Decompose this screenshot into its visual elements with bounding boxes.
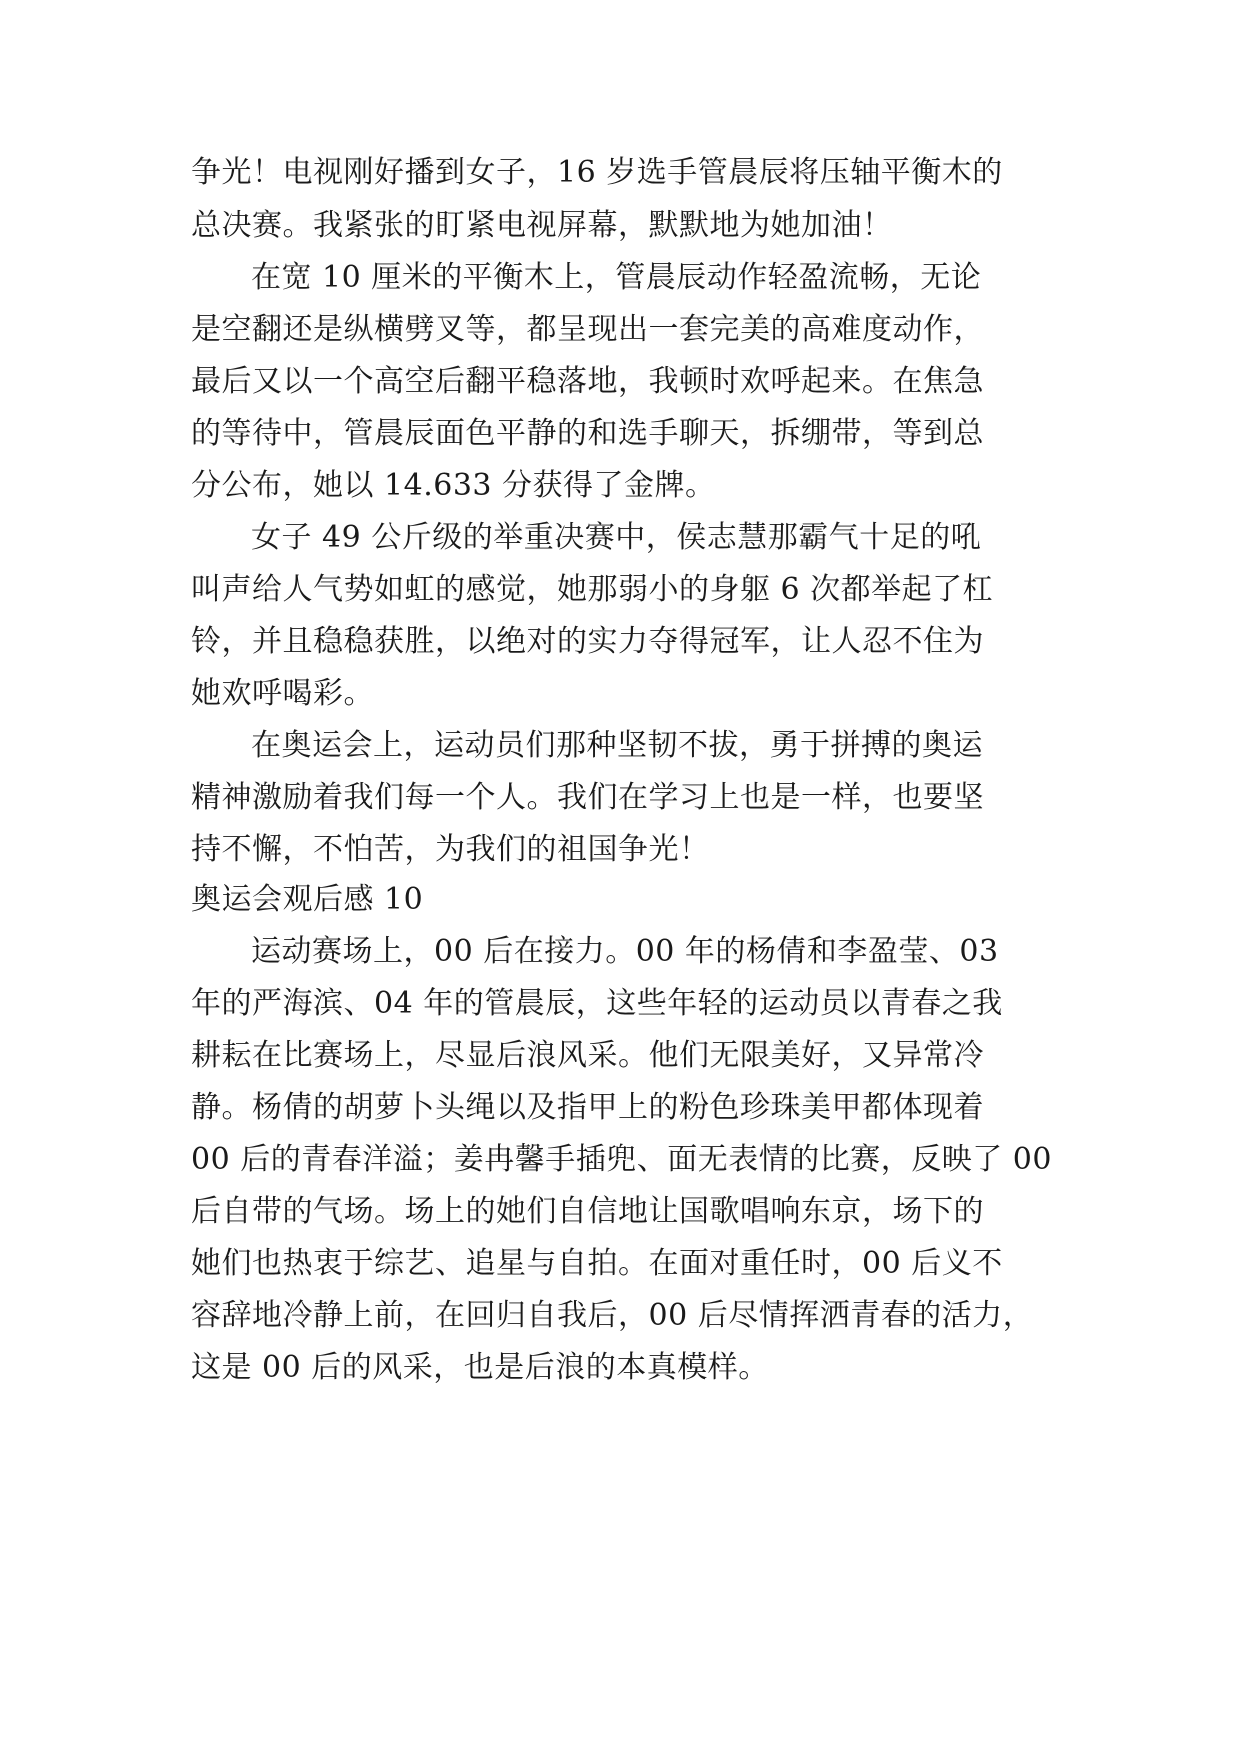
text-line: 运动赛场上，00 后在接力。00 年的杨倩和李盈莹、03 bbox=[251, 934, 999, 969]
text-line: 持不懈，不怕苦，为我们的祖国争光！ bbox=[191, 832, 710, 867]
text-line: 是空翻还是纵横劈叉等，都呈现出一套完美的高难度动作， bbox=[191, 312, 984, 347]
text-line: 争光！电视刚好播到女子，16 岁选手管晨辰将压轴平衡木的 bbox=[191, 155, 1003, 190]
text-line: 在宽 10 厘米的平衡木上，管晨辰动作轻盈流畅，无论 bbox=[251, 260, 982, 295]
text-line: 她欢呼喝彩。 bbox=[191, 676, 374, 711]
text-line: 00 后的青春洋溢；姜冉馨手插兜、面无表情的比赛，反映了 00 bbox=[191, 1142, 1052, 1177]
text-line: 总决赛。我紧张的盯紧电视屏幕，默默地为她加油！ bbox=[191, 208, 893, 243]
section-heading: 奥运会观后感 10 bbox=[191, 882, 424, 917]
text-line: 耕耘在比赛场上，尽显后浪风采。他们无限美好，又异常冷 bbox=[191, 1038, 984, 1073]
text-line: 容辞地冷静上前，在回归自我后，00 后尽情挥洒青春的活力， bbox=[191, 1298, 1034, 1333]
text-line: 的等待中，管晨辰面色平静的和选手聊天，拆绷带，等到总 bbox=[191, 416, 984, 451]
text-line: 静。杨倩的胡萝卜头绳以及指甲上的粉色珍珠美甲都体现着 bbox=[191, 1090, 984, 1125]
text-line: 这是 00 后的风采，也是后浪的本真模样。 bbox=[191, 1350, 769, 1385]
text-line: 叫声给人气势如虹的感觉，她那弱小的身躯 6 次都举起了杠 bbox=[191, 572, 994, 607]
text-line: 年的严海滨、04 年的管晨辰，这些年轻的运动员以青春之我 bbox=[191, 986, 1003, 1021]
text-line: 最后又以一个高空后翻平稳落地，我顿时欢呼起来。在焦急 bbox=[191, 364, 984, 399]
text-line: 分公布，她以 14.633 分获得了金牌。 bbox=[191, 468, 716, 503]
text-line: 女子 49 公斤级的举重决赛中，侯志慧那霸气十足的吼 bbox=[251, 520, 982, 555]
text-line: 铃，并且稳稳获胜，以绝对的实力夺得冠军，让人忍不住为 bbox=[191, 624, 984, 659]
text-line: 她们也热衷于综艺、追星与自拍。在面对重任时，00 后义不 bbox=[191, 1246, 1003, 1281]
text-line: 在奥运会上，运动员们那种坚韧不拔，勇于拼搏的奥运 bbox=[251, 728, 983, 763]
text-line: 后自带的气场。场上的她们自信地让国歌唱响东京，场下的 bbox=[191, 1194, 984, 1229]
text-line: 精神激励着我们每一个人。我们在学习上也是一样，也要坚 bbox=[191, 780, 984, 815]
